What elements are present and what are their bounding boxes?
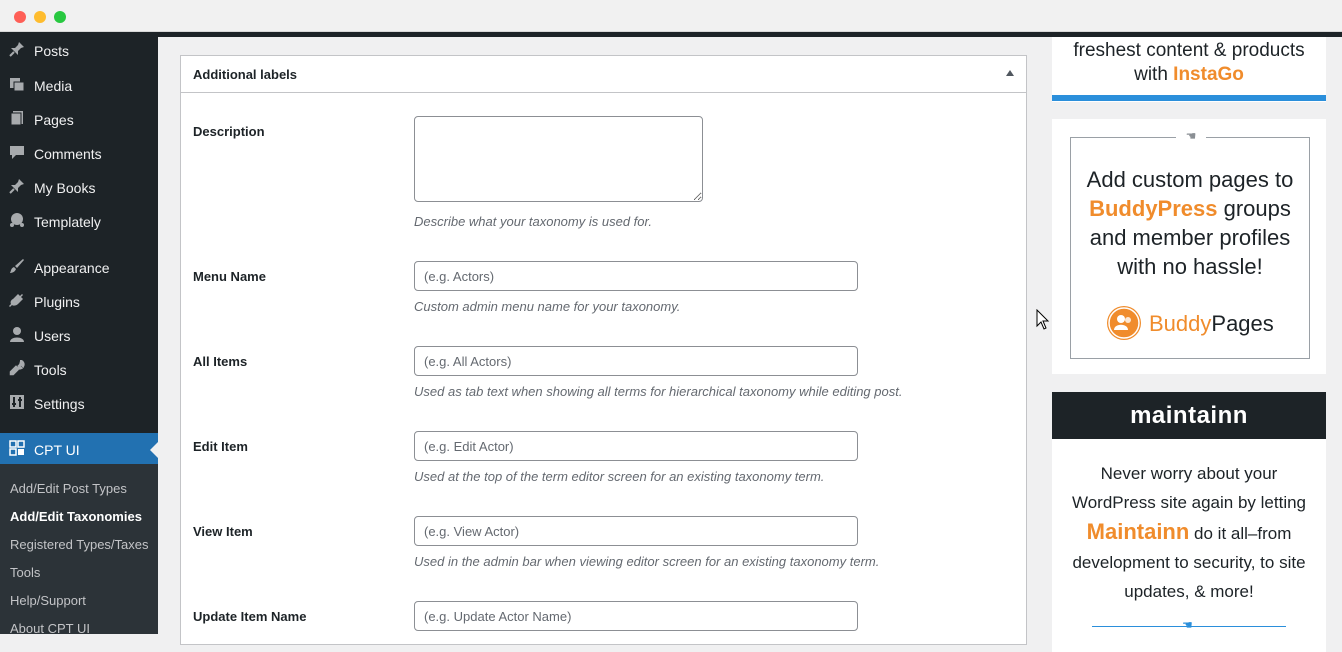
instago-accent-bar bbox=[1052, 95, 1326, 101]
buddypages-ad[interactable] bbox=[1052, 119, 1326, 374]
sidebar-item-users[interactable] bbox=[0, 319, 158, 353]
buddypages-line2: groups bbox=[1217, 196, 1291, 221]
maintainn-line5: updates, & more! bbox=[1124, 582, 1254, 601]
main-content bbox=[158, 37, 1042, 633]
cpt-ui-submenu bbox=[0, 464, 158, 634]
sidebar-item-label: Posts bbox=[34, 43, 70, 59]
instago-brand: InstaGo bbox=[1173, 64, 1244, 85]
maintainn-line1: Never worry about your bbox=[1100, 464, 1278, 483]
update-item-name-input[interactable] bbox=[414, 601, 858, 631]
close-window-button[interactable] bbox=[14, 11, 26, 23]
panel-title: Additional labels bbox=[193, 67, 298, 82]
title-bar bbox=[0, 0, 1342, 32]
buddypages-logo-buddy: Buddy bbox=[1149, 311, 1212, 336]
admin-sidebar bbox=[0, 32, 158, 633]
all-items-help: Used as tab text when showing all terms for hierarchical taxonomy while editing post. bbox=[414, 384, 903, 399]
pointing-hand-icon: ☚ bbox=[1176, 129, 1206, 145]
sidebar-item-posts[interactable] bbox=[0, 34, 158, 68]
active-indicator bbox=[150, 442, 158, 458]
sidebar-item-cpt-ui[interactable] bbox=[0, 433, 158, 467]
media-icon bbox=[0, 76, 34, 97]
all-items-input[interactable] bbox=[414, 346, 858, 376]
templately-icon bbox=[0, 212, 34, 233]
sidebar-item-media[interactable] bbox=[0, 69, 158, 103]
mouse-cursor-icon bbox=[1036, 309, 1050, 336]
submenu-tools[interactable]: Tools bbox=[10, 565, 41, 580]
sidebar-item-plugins[interactable] bbox=[0, 285, 158, 319]
sidebar-item-comments[interactable] bbox=[0, 137, 158, 171]
sidebar-item-label: Pages bbox=[34, 112, 74, 128]
wrench-icon bbox=[0, 360, 34, 381]
maintainn-ad[interactable] bbox=[1052, 392, 1326, 652]
sidebar-item-label: Appearance bbox=[34, 260, 110, 276]
additional-labels-panel bbox=[180, 55, 1027, 645]
buddypages-line4: with no hassle! bbox=[1117, 254, 1263, 279]
edit-item-label: Edit Item bbox=[193, 439, 248, 454]
description-label: Description bbox=[193, 124, 265, 139]
buddypages-line3: and member profiles bbox=[1089, 225, 1291, 250]
submenu-add-edit-post-types[interactable]: Add/Edit Post Types bbox=[10, 481, 127, 496]
grid-icon bbox=[0, 440, 34, 461]
buddypages-frame bbox=[1070, 129, 1310, 359]
sidebar-item-label: Plugins bbox=[34, 294, 80, 310]
sidebar-item-label: Templately bbox=[34, 214, 101, 230]
promo-sidebar bbox=[1042, 37, 1342, 633]
menu-name-help: Custom admin menu name for your taxonomy. bbox=[414, 299, 681, 314]
update-item-name-label: Update Item Name bbox=[193, 609, 307, 624]
panel-header[interactable] bbox=[181, 56, 1026, 93]
maintainn-logo: maintainn bbox=[1130, 402, 1248, 429]
instago-ad[interactable] bbox=[1052, 37, 1326, 102]
sidebar-item-tools[interactable] bbox=[0, 353, 158, 387]
pin-icon bbox=[0, 178, 34, 199]
buddypages-logo-icon bbox=[1107, 306, 1141, 340]
submenu-about[interactable]: About CPT UI bbox=[10, 621, 90, 633]
user-icon bbox=[0, 326, 34, 347]
edit-item-help: Used at the top of the term editor screen for an existing taxonomy term. bbox=[414, 469, 825, 484]
collapse-arrow-icon[interactable] bbox=[1006, 70, 1014, 76]
maintainn-line4: development to security, to site bbox=[1072, 553, 1306, 572]
submenu-registered-types[interactable]: Registered Types/Taxes bbox=[10, 537, 149, 552]
minimize-window-button[interactable] bbox=[34, 11, 46, 23]
sidebar-item-label: Users bbox=[34, 328, 71, 344]
sidebar-item-label: Comments bbox=[34, 146, 102, 162]
plugin-icon bbox=[0, 292, 34, 313]
pages-icon bbox=[0, 110, 34, 131]
menu-name-label: Menu Name bbox=[193, 269, 266, 284]
maintainn-brand: Maintainn bbox=[1086, 519, 1190, 544]
maintainn-header bbox=[1052, 392, 1326, 439]
sidebar-item-pages[interactable] bbox=[0, 103, 158, 137]
view-item-label: View Item bbox=[193, 524, 253, 539]
maintainn-line2: WordPress site again by letting bbox=[1071, 493, 1307, 512]
all-items-label: All Items bbox=[193, 354, 248, 369]
sidebar-item-label: CPT UI bbox=[34, 442, 80, 458]
submenu-help-support[interactable]: Help/Support bbox=[10, 593, 86, 608]
sidebar-item-label: My Books bbox=[34, 180, 96, 196]
instago-line2: with bbox=[1134, 64, 1174, 85]
maintainn-line3: do it all–from bbox=[1189, 524, 1292, 543]
description-textarea[interactable] bbox=[414, 116, 703, 202]
instago-line1: freshest content & products bbox=[1073, 40, 1305, 61]
description-help: Describe what your taxonomy is used for. bbox=[414, 214, 652, 229]
pin-icon bbox=[0, 41, 34, 62]
sidebar-item-label: Media bbox=[34, 78, 73, 94]
maximize-window-button[interactable] bbox=[54, 11, 66, 23]
comments-icon bbox=[0, 144, 34, 165]
buddypages-logo-pages: Pages bbox=[1211, 311, 1274, 336]
edit-item-input[interactable] bbox=[414, 431, 858, 461]
pointing-hand-icon: ☚ bbox=[1182, 618, 1193, 632]
brush-icon bbox=[0, 258, 34, 279]
sidebar-item-settings[interactable] bbox=[0, 387, 158, 421]
view-item-input[interactable] bbox=[414, 516, 858, 546]
sidebar-item-label: Tools bbox=[34, 362, 67, 378]
settings-icon bbox=[0, 394, 34, 415]
submenu-add-edit-taxonomies[interactable]: Add/Edit Taxonomies bbox=[10, 509, 142, 524]
sidebar-item-label: Settings bbox=[34, 396, 85, 412]
buddypages-brand: BuddyPress bbox=[1089, 196, 1218, 221]
sidebar-item-my-books[interactable] bbox=[0, 171, 158, 205]
view-item-help: Used in the admin bar when viewing editor screen for an existing taxonomy term. bbox=[414, 554, 880, 569]
sidebar-item-templately[interactable] bbox=[0, 205, 158, 239]
sidebar-item-appearance[interactable] bbox=[0, 251, 158, 285]
menu-name-input[interactable] bbox=[414, 261, 858, 291]
buddypages-line1: Add custom pages to bbox=[1086, 167, 1294, 192]
